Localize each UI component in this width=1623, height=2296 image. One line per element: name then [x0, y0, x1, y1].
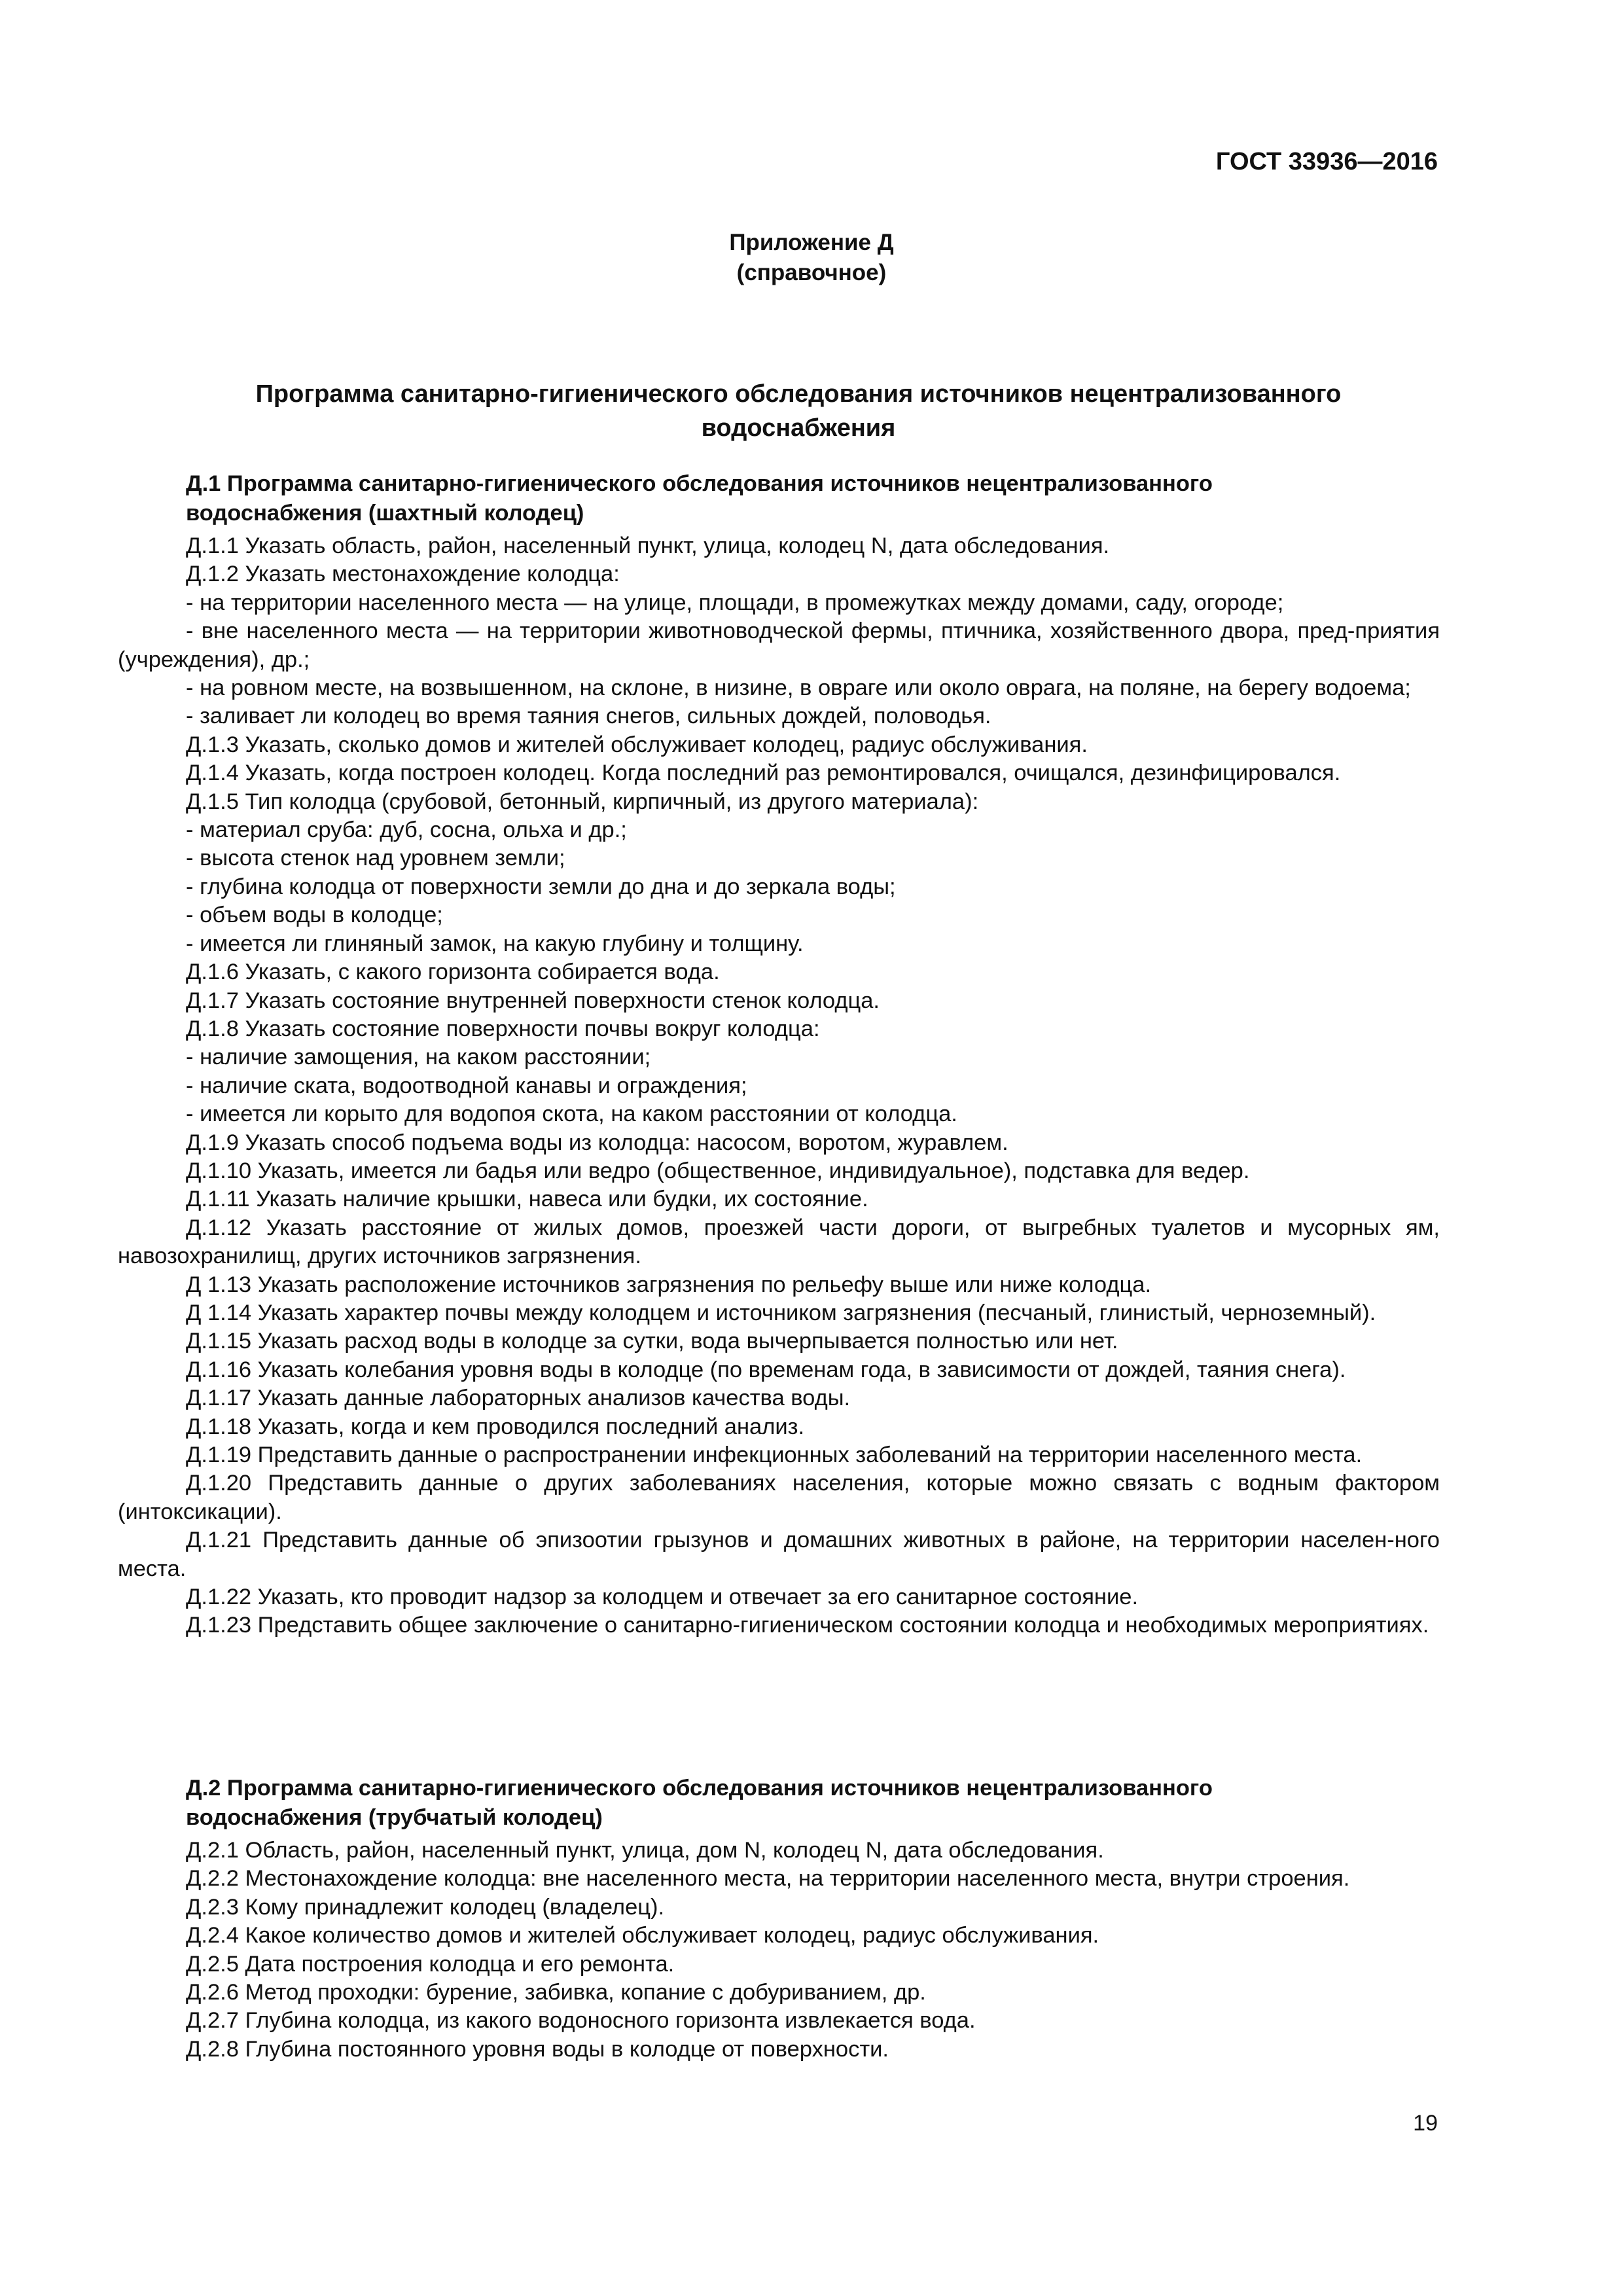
section-d2	[118, 1774, 1440, 2064]
document-title-line-2: водоснабжения	[701, 414, 896, 442]
list-item: - на территории населенного места — на улице, площади, в промежутках между домами, саду, огороде;	[186, 590, 1284, 615]
paragraph-d2-8: Д.2.8 Глубина постоянного уровня воды в колодце от поверхности.	[186, 2036, 889, 2062]
paragraph-d1-14: Д 1.14 Указать характер почвы между колодцем и источником загрязнения (песчаный, глинистый, черноземный).	[186, 1300, 1376, 1325]
list-item: - материал сруба: дуб, сосна, ольха и др.;	[186, 817, 627, 843]
list-item: - вне населенного места — на территории животноводческой фермы, птичника, хозяйственного двора, пред-приятия (учреждения), др.;	[118, 619, 1440, 672]
paragraph-d1-2: Д.1.2 Указать местонахождение колодца:	[186, 562, 620, 587]
section-d1-title-line-1: Д.1 Программа санитарно-гигиенического обследования источников нецентрализованного	[186, 471, 1213, 496]
standard-code: ГОСТ 33936—2016	[1215, 148, 1438, 175]
paragraph-d1-18: Д.1.18 Указать, когда и кем проводился последний анализ.	[186, 1414, 805, 1439]
paragraph-d1-23: Д.1.23 Представить общее заключение о санитарно-гигиеническом состоянии колодца и необходимых мероприятиях.	[186, 1613, 1429, 1638]
list-item: - высота стенок над уровнем земли;	[186, 846, 565, 871]
paragraph-d1-8: Д.1.8 Указать состояние поверхности почвы вокруг колодца:	[186, 1016, 820, 1041]
list-item: - наличие замощения, на каком расстоянии;	[186, 1045, 651, 1070]
paragraph-d1-16: Д.1.16 Указать колебания уровня воды в колодце (по временам года, в зависимости от дождей, таяния снега).	[186, 1357, 1346, 1382]
paragraph-d2-7: Д.2.7 Глубина колодца, из какого водоносного горизонта извлекается вода.	[186, 2008, 976, 2034]
section-d2-title-line-1: Д.2 Программа санитарно-гигиенического обследования источников нецентрализованного	[186, 1776, 1213, 1801]
list-item: - наличие ската, водоотводной канавы и ограждения;	[186, 1073, 747, 1098]
paragraph-d1-15: Д.1.15 Указать расход воды в колодце за сутки, вода вычерпывается полностью или нет.	[186, 1329, 1118, 1354]
paragraph-d2-3: Д.2.3 Кому принадлежит колодец (владелец).	[186, 1894, 665, 1920]
paragraph-d2-6: Д.2.6 Метод проходки: бурение, забивка, копание с добуриванием, др.	[186, 1980, 926, 2005]
paragraph-d1-10: Д.1.10 Указать, имеется ли бадья или ведро (общественное, индивидуальное), подставка для ведер.	[186, 1158, 1250, 1183]
appendix-type: (справочное)	[736, 260, 887, 285]
paragraph-d1-19: Д.1.19 Представить данные о распространении инфекционных заболеваний на территории населенного места.	[186, 1443, 1363, 1467]
list-item: - объем воды в колодце;	[186, 903, 443, 928]
list-item: - имеется ли корыто для водопоя скота, на каком расстоянии от колодца.	[186, 1102, 957, 1127]
paragraph-d1-20: Д.1.20 Представить данные о других заболеваниях населения, которые можно связать с водным фактором (интоксикации).	[118, 1471, 1440, 1524]
section-d1-title	[118, 469, 1440, 528]
paragraph-d2-5: Д.2.5 Дата построения колодца и его ремонта.	[186, 1951, 675, 1977]
list-item: - на ровном месте, на возвышенном, на склоне, в низине, в овраге или около оврага, на поляне, на берегу водоема;	[186, 675, 1411, 701]
document-title-line-1: Программа санитарно-гигиенического обследования источников нецентрализованного	[255, 380, 1342, 408]
section-d1	[118, 469, 1440, 1640]
appendix-label: Приложение Д	[729, 230, 894, 255]
document-title	[170, 377, 1427, 445]
page-number: 19	[1413, 2111, 1438, 2136]
paragraph-d1-11: Д.1.11 Указать наличие крышки, навеса или будки, их состояние.	[186, 1187, 868, 1212]
list-item: - глубина колодца от поверхности земли до дна и до зеркала воды;	[186, 874, 896, 899]
paragraph-d1-6: Д.1.6 Указать, с какого горизонта собирается вода.	[186, 960, 720, 985]
section-d2-title-line-2: водоснабжения (трубчатый колодец)	[186, 1805, 603, 1830]
paragraph-d2-2: Д.2.2 Местонахождение колодца: вне населенного места, на территории населенного места, внутри строения.	[186, 1866, 1350, 1892]
list-item: - заливает ли колодец во время таяния снегов, сильных дождей, половодья.	[186, 704, 991, 729]
paragraph-d1-17: Д.1.17 Указать данные лабораторных анализов качества воды.	[186, 1386, 851, 1411]
paragraph-d1-4: Д.1.4 Указать, когда построен колодец. Когда последний раз ремонтировался, очищался, дезинфицировался.	[186, 761, 1341, 786]
paragraph-d1-9: Д.1.9 Указать способ подъема воды из колодца: насосом, воротом, журавлем.	[186, 1130, 1008, 1155]
paragraph-d2-1: Д.2.1 Область, район, населенный пункт, улица, дом N, колодец N, дата обследования.	[186, 1838, 1104, 1863]
paragraph-d1-12: Д.1.12 Указать расстояние от жилых домов, проезжей части дороги, от выгребных туалетов и мусорных ям, навозохранилищ, других источников загрязнения.	[118, 1215, 1440, 1269]
paragraph-d1-7: Д.1.7 Указать состояние внутренней поверхности стенок колодца.	[186, 988, 880, 1013]
paragraph-d1-13: Д 1.13 Указать расположение источников загрязнения по рельефу выше или ниже колодца.	[186, 1272, 1152, 1297]
paragraph-d1-22: Д.1.22 Указать, кто проводит надзор за колодцем и отвечает за его санитарное состояние.	[186, 1585, 1139, 1610]
paragraph-d1-5: Д.1.5 Тип колодца (срубовой, бетонный, кирпичный, из другого материала):	[186, 789, 979, 814]
section-d2-title	[118, 1774, 1440, 1833]
paragraph-d1-3: Д.1.3 Указать, сколько домов и жителей обслуживает колодец, радиус обслуживания.	[186, 732, 1088, 757]
appendix-heading	[0, 228, 1623, 288]
paragraph-d1-21: Д.1.21 Представить данные об эпизоотии грызунов и домашних животных в районе, на территории населен-ного места.	[118, 1528, 1440, 1581]
list-item: - имеется ли глиняный замок, на какую глубину и толщину.	[186, 931, 804, 956]
paragraph-d1-1: Д.1.1 Указать область, район, населенный пункт, улица, колодец N, дата обследования.	[186, 533, 1110, 558]
paragraph-d2-4: Д.2.4 Какое количество домов и жителей обслуживает колодец, радиус обслуживания.	[186, 1923, 1099, 1948]
section-d1-title-line-2: водоснабжения (шахтный колодец)	[186, 501, 584, 526]
